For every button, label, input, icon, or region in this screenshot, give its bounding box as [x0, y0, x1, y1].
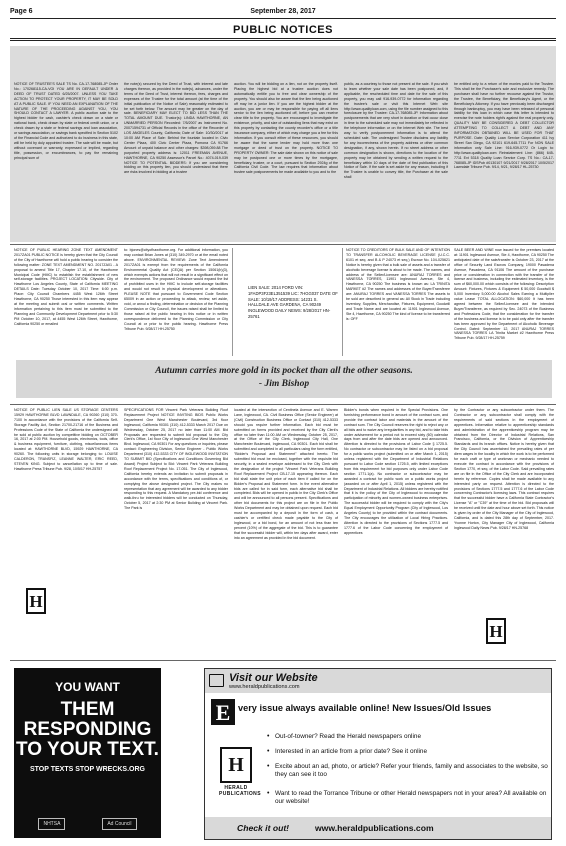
monitor-icon	[209, 674, 224, 687]
drop-cap: E	[211, 699, 235, 725]
ad-line-1: YOU WANT	[55, 680, 120, 694]
ad-line-2: THEM RESPONDING TO YOUR TEXT.	[16, 699, 159, 760]
notice-column: NOTICE TO CREDITORS OF BULK SALE AND OF INTENTION TO TRANSFER ALCOHOLIC BEVERAGE LICENSE (U.C.C. 6101 et seq. and B & P 24073 et seq.) Escrow No. 104-025621 Notice is hereby given that a bulk sale of assets and a transfer of alcoholic beverage license is about to be made. The names, and address of the Seller/Licensee are: ANURAJ TORRES and VANESSA TORRES, 11901 Inglewood Avenue, Ste 4, Hawthorne, CA 90250 The business is known as: LA TRINITA MARKET #2 The names and addresses of the Buyer/Transferee are: ANURAJ TORRES and VANESSA TORRES The assets to be sold are described in general as: All Stock in Trade including inventory, Supplies, Merchandise, Fixtures, Equipment, Goodwill and Trade Name and are located at: 11901 Inglewood Avenue, Ste 4, Hawthorne, CA 90250 The kind of license to be transferred is: OFF	[346, 248, 450, 321]
ad-headline: very issue always available online! New Issues/Old Issues	[238, 703, 492, 713]
divider	[10, 660, 556, 661]
notice-column: NOTICE OF PUBLIC HEARING ZONE TEXT AMENDMENT 2017ZA01 PUBLIC NOTICE is hereby given that the City Council of the City of Hawthorne will hold a public hearing to consider the following matter: ZONE TEXT AMENDMENT NO. 2017ZA01 - A proposal to amend Title 17, Chapter 17.10, of the Hawthorne Municipal Code (HMC) to establish the establishment of new self-storage facilities. PROJECT LOCATION: Citywide. City of Hawthorne Los Angeles County, State of California MEETING DETAILS Date: Tuesday October 10, 2017 Time: 6:00 p.m. Place: City Council Chambers 4455 West 126th Street Hawthorne, CA 90250 Those interested in this item may appear at the meeting and submit oral or written comments. Written information pertaining to this item must be submitted to the Planning and Community Development Department prior to 5:30 PM October 10, 2017, at 4455 West 126th Street, Hawthorne, California 90250 or emailed	[14, 248, 118, 326]
ad-logos	[20, 818, 155, 830]
check-label: Check it out!	[237, 823, 290, 833]
stop-texts-ad[interactable]	[14, 668, 161, 838]
nhtsa-logo: NHTSA	[38, 818, 65, 830]
visit-band	[205, 669, 551, 693]
quote-author: - Jim Bishop	[258, 379, 310, 389]
lien-sale-notice: LIEN SALE: 2014 FORD VIN: 1FADP3F23EL351539 LIC: 7HGG037 DATE OF SALE: 10/19/17 ADDRESS: 14231 S. HALLDALE AVE GARDENA, CA 90249 INGLEWOOD DAILY NEWS: 9/28/2017 HN-25761	[248, 285, 338, 319]
herald-logo	[219, 747, 261, 797]
check-url[interactable]: www.heraldpublications.com	[315, 823, 434, 833]
bullet-icon: •	[267, 763, 270, 770]
column-divider	[342, 248, 343, 356]
visit-title: Visit our Website	[229, 672, 318, 684]
notice-column: SALE BEER AND WINE now issued for the premises located at: 11901 Inglewood Avenue, Ste 4, Hawthorne, CA 90250 The anticipated date of the sale/transfer is October 23, 2017 at the office of Security Land Escrow Company, 19000 Pasadena Avenue, Pasadena, CA 91106 The amount of the purchase price or consideration in connection with the transfer of the license and business, including the estimated inventory, is the sum of $60,000.00 which consists of the following: Description Amount: Fixtures, Fixtures & Equipment $ 50,000 Goodwill $ 5,000 Inventory 5,000.00 Alcohol Sales Earning a Multiplier value Lease TOTAL ALLOCATION: $60,000 It has been agreed between the Seller/Licensee and the intended Buyer/Transferee, as required by Sec. 24073 of the Business and Professions Code, that the consideration for the transfer of the business and license is to be paid only after the transfer has been approved by the Department of Alcoholic Beverage Control. Dated: September 12, 2017 ANURAJ TORRES VANESSA TORRES LA Trinita Market #2 Hawthorne Press Tribune Pub. 9/28/17 HH-25759	[454, 248, 554, 341]
bullet-icon: •	[267, 748, 270, 755]
divider	[10, 404, 556, 405]
notice-column: SPECIFICATIONS FOR Vincent Park Veterans Building Roof Replacement Project NOTICE INVITING BIDS Public Works Department One West Manchester Boulevard, 3rd floor Inglewood, California 90301 (310) 412-5333 March 2017 Due on Wednesday, October 25, 2017 no later than 11:00 AM. Bid Proposals are requested to submit bid proposal to the City Clerk's Office, 1st floor City of Inglewood One West Manchester Blvd. Inglewood, CA 90301 For any questions or inquiries, please contact: Engineering Division, Senior Engineer - Public Works Department (310) 412-5333 CITY OF INGLEWOOD INVITATION TO SUBMIT BID (Specifications and Conditions Governing Bid Award) Project Subject to Bid: Vincent Park Veterans Building Roof Replacement Project No. 17-051. The City of Inglewood, California hereby extends an invitation to submit proposals in accordance with the terms, specifications and conditions of, or complying the above designated project. The City makes no representation that any agreement will be awarded to any bidder responding to this request. A Mandatory pre-bid conference and walk-thru for interested bidders will be conducted on Thursday, October 5, 2017 at 2:30 PM at Senior Building at Vincent Park. The Park is	[124, 408, 228, 511]
issue-date: September 28, 2017	[250, 8, 316, 15]
notice-column: the note(s) secured by the Deed of Trust, with interest and late charges thereon, as provided in the note(s), advances, under the terms of the Deed of Trust, interest thereon, fees, charges and expenses of the Trustee for the total amount (at the time of the initial publication of the Notice of Sale) reasonably estimated to be set forth below. The amount may be greater on the day of sale. BENEFICIARY MAY ELECT TO BID LESS THAN THE TOTAL AMOUNT DUE. Trustor(s): LINDA HAWTHORNE, AN UNMARRIED PERSON Recorded: 7/5/2007 as Instrument No. 20071594731 of Official Records in the office of the Recorder of LOS ANGELES County, California; Date of Sale: 10/30/2017 at 10:00 AM Place of Sale: Behind the fountain located in Civic Center Plaza, 400 Civic Center Plaza, Pomona CA 91766 Amount of unpaid balance and other charges: $398,059.88 The purported property address is: 12011 FREEMAN AVENUE, HAWTHORNE, CA 90250 Assessor's Parcel No.: 4074-019-039 NOTICE TO POTENTIAL BIDDERS: If you are considering bidding on this property lien, you should understand that there are risks involved in bidding at a trustee	[124, 82, 228, 175]
column-divider	[232, 248, 233, 356]
notice-column: NOTICE OF PUBLIC LIEN SALE US STORAGE CENTERS 15929 HAWTHORNE BLVD LAWNDALE, CA 90260 (310) 370-7100 In accordance with the provisions of the California Self-Storage Facility Act, Section 21700-21716 of the Business and Professions Code of the State of California the undersigned will be sold at public auction by competitive bidding on OCTOBER 16, 2017 at 2:00 PM. Household goods, electronics, tools, office & business equipment, furniture, clothing, miscellaneous items located at: HAWTHORNE BLVD, 15929 HAWTHORNE, CA 90260. The following units in storage belonging to: LOUISE CALDERON, TRANSFIZ, LEANNE WALTER, ERIC REED, STEVEN KING. Subject to cancellation up to time of sale. Hawthorne Press Tribune Pub. 9/28, 10/5/17 HH-25757	[14, 408, 118, 471]
quote-band	[16, 360, 552, 398]
notice-column: to: bjones@cityofhawthorne.org. For additional information, you may contact Brian Jones at (310) 349-2970 or at the email noted above. ENVIRONMENTAL REVIEW: Zone Text Amendment 2017ZA01 is exempt from the requirements of the California Environmental Quality Act (CEQA) per Section 15061(b)(3), which exempts actions that will not result in a significant effect on the environment. The proposed Ordinance would expand the list of prohibited uses in the HMC to include self-storage facilities and would not result in physical development or alterations. PLEASE NOTE that pursuant to Government Code Section 65009 in an action or proceeding to attack, review, set aside, void, or annul a finding, determination or decision of the Planning Commission or City Council, the issues raised shall be limited to those raised at the public hearing in this notice or in written correspondence delivered to the Planning Commission or City Council at or prior to the public hearing. Hawthorne Press Tribune Pub. 9/28/17 HH-25750	[124, 248, 228, 331]
page-number: Page 6	[10, 8, 33, 15]
section-title: PUBLIC NOTICES	[233, 24, 333, 36]
notice-column: Bidder's bonds when required in the Special Provisions. One furnishing performance bond in amount of the contract sum, and provide the contract labor and materials in the amount of the contract sum. The City Council reserves the right to reject any or all bids and to waive any irregularities in any bid, and to take bids under advisement for a period not to exceed sixty (60) calendar days from and after the date bids are opened and announced. Attention is directed to the provisions of Labor Code § 1725.5. No contractor or subcontractor may be listed on a bid proposal for a public works project (submitted on or after March 1, 2015) unless registered with the Department of Industrial Relations pursuant to Labor Code section 1725.5, with limited exceptions from this requirement for bid purposes only under Labor Code section 1771.1(a). No contractor or subcontractor may be awarded a contract for public work on a public works project (awarded on or after April 1, 2015) unless registered with the Department of Industrial Relations. All bidders are hereby notified that it is the policy of the City of Inglewood to encourage the participation of minority and women-owned business enterprises. The successful bidder will be required to comply with the City's Equal Employment Opportunity Program (City of Inglewood, Los Angeles County) to be provided within the contract documents. The City encourages the utilization of Local Hiring Practices. Attention is directed to the provisions of Sections 1777.5 and 1777.6 of the Labor Code concerning the employment of apprentices	[344, 408, 448, 535]
bullet-icon: •	[267, 733, 270, 740]
herald-website-ad[interactable]	[204, 668, 552, 840]
herald-logo-name: HERALD PUBLICATIONS	[219, 785, 261, 797]
header-rule	[10, 18, 556, 19]
ad-bullet: • Want to read the Torrance Tribune or other Herald newspapers not in your area? All available on our website!	[267, 790, 547, 805]
herald-logo-icon: H	[486, 618, 506, 644]
herald-logo-icon: H	[26, 588, 46, 614]
ad-council-logo: Ad Council	[102, 818, 136, 830]
divider	[10, 244, 556, 245]
quote-text: Autumn carries more gold in its pocket than all the other seasons.	[155, 366, 413, 376]
ad-bullet: • Out-of-towner? Read the Herald newspapers online	[267, 733, 422, 740]
ad-bullet: • Interested in an article from a prior date? See it online	[267, 748, 428, 755]
herald-logo-icon: H	[220, 747, 252, 783]
notice-column: be entitled only to a return of the monies paid to the Trustee. This shall be the Purchaser's sole and exclusive remedy. The purchaser shall have no further recourse against the Trustor, the Trustee, the Beneficiary, the Beneficiary's Agent, or the Beneficiary's Attorney. If you have previously been discharged through bankruptcy, you may have been released of personal liability for this loan in which case this letter is intended to exercise the note holders right's against the real property only. QUALITY MAY BE CONSIDERED A DEBT COLLECTOR ATTEMPTING TO COLLECT A DEBT AND ANY INFORMATION OBTAINED WILL BE USED FOR THAT PURPOSE. Date: Quality Loan Service Corporation 411 Ivy Street San Diego, CA 92101 619-645-7711 For NON SALE information only Sale Line: 916-939-0772 Or Login to: http://www.qualityloan.com Reinstatement Line: (866) 645-7711 Ext 5318 Quality Loan Service Corp. TS No.: CA-17-768085-JP IDSPub #0130107 9/21/2017 9/28/2017 10/5/2017 Lawndale Tribune Pub. 9/14, 9/21, 9/28/17 HL-25730	[454, 82, 554, 170]
check-band	[205, 817, 551, 839]
section-rule	[10, 38, 556, 41]
bullet-icon: •	[267, 790, 270, 797]
notice-column: by the Contractor or any subcontractor under them. The Contractor or any subcontractor shall comply with the requirements of said sections in the employment of apprentices. Information relative to apprenticeship standards and administration of the apprenticeship program may be obtained from the Director of Industrial Relations, San Francisco, California, or the Division of Apprenticeship Standards and its branch offices. Notice is hereby given that the City Council has ascertained the prevailing rates of per diem wages in the locality in which the work is to be performed for each craft or type of workman or mechanic needed to execute the contract in accordance with the provisions of Section 1770, et seq. of the Labor Code. Said prevailing rates are on file in the Office of the City Clerk and are incorporated herein by reference. Copies shall be made available to any interested party on request. Attention is directed to the provisions of Sections 1777.5 and 1777.6 of the Labor Code concerning Contractor's licensing laws. This contract requires that the successful bidder have a California State Contractor's License "A" or "C39" at the time of the bid. Bid proposals will be received until the date and hour above set forth. This notice is given by order of the City Manager of the City of Inglewood, California, and is dated this 28th day of September, 2017. Yvonne Horton, City Manager City of Inglewood, California Inglewood Daily News Pub. 9/28/17 HN-25768	[454, 408, 554, 530]
notice-column: NOTICE OF TRUSTEE'S SALE TS No. CA-17-768085-JP Order No.: 170268115-CA-VOI YOU ARE IN DEFAULT UNDER A DEED OF TRUST DATED 6/25/2007. UNLESS YOU TAKE ACTION TO PROTECT YOUR PROPERTY, IT MAY BE SOLD AT A PUBLIC SALE. IF YOU NEED AN EXPLANATION OF THE NATURE OF THE PROCEEDING AGAINST YOU, YOU SHOULD CONTACT A LAWYER. A public auction sale to the highest bidder for cash, cashier's check drawn on a state or national bank, check drawn by state or federal credit union, or a check drawn by a state or federal savings and loan association, or savings association, or savings bank specified in Section 5102 of the Financial Code and authorized to do business in this state, will be held by duly appointed trustee. The sale will be made, but without covenant or warranty, expressed or implied, regarding title, possession, or encumbrances, to pay the remaining principal sum of	[14, 82, 118, 160]
notice-column: public, as a courtesy to those not present at the sale. If you wish to learn whether your sale date has been postponed, and, if applicable, the rescheduled time and date for the sale of this property, you may call 916-939-0772 for information regarding the trustee's sale or visit this Internet Web site http://www.qualityloan.com, using the file number assigned to this foreclosure by the Trustee: CA-17-768085-JP. Information about postponements that are very short in duration or that occur close in time to the scheduled sale may not immediately be reflected in the telephone information or on the Internet Web site. The best way to verify postponement information is to attend the scheduled sale. The undersigned Trustee disclaims any liability for any incorrectness of the property address or other common designation, if any, shown herein. If no street address or other common designation is shown, directions to the location of the property may be obtained by sending a written request to the beneficiary within 10 days of the date of first publication of this Notice of Sale. If the sale is set aside for any reason, including if the Trustee is unable to convey title, the Purchaser at the sale shall	[344, 82, 448, 180]
notice-column: located at the intersection of Centinela Avenue and E. Warren Lane, Inglewood, CA. Civil Business Office (Senior Engineer) at (Civil) Construction Business Office or Contact (310) 412-5333 should you require further information. Each bid must be submitted on forms provided and received by the City Clerk's office no later than 11:00 AM on Wednesday, October 25, 2017, at the Office of the City Clerk, Inglewood City Hall, One Manchester Boulevard, Inglewood, CA 90301. Each bid shall be submitted and completed in all particulars using the form entitled, "Bidder's Proposal and Statement" attached hereto. The submitted bid must be enclosed, together with the requisite bid security, in a sealed envelope addressed to the City Clerk with the designation of the project "Vincent Park Veterans Building Roof Replacement Project CB-17-15 appearing thereon. Each bid shall state the unit price of each item if called for on the Bidder's Proposal and Statement form. In the event alternative bids are called for in said form, each alternative bid shall be completed. Bids will be opened in public in the City Clerk's Office and will be announced to all persons present. Specifications and other bid documents for this project are on file in the Public Works Department and may be obtained upon request. Each bid must be accompanied by a deposit in the form of cash, a cashier's or certified check made payable to the City of Inglewood, or a bid bond, for an amount of not less than ten percent (10%) of the aggregate of the bid. This is to guarantee that the successful bidder will, within ten days after award, enter into an agreement as provided in the bid document.	[234, 408, 338, 540]
visit-url[interactable]: www.heraldpublications.com	[229, 684, 300, 690]
notice-column: auction. You will be bidding on a lien, not on the property itself. Placing the highest bid at a trustee auction does not automatically entitle you to free and clear ownership of the property. You should also be aware that the lien being auctioned off may be a junior lien. If you are the highest bidder at the auction, you are or may be responsible for paying off all liens senior to the lien being auctioned off, before you can receive clear title to the property. You are encouraged to investigate the existence, priority, and size of outstanding liens that may exist on this property by contacting the county recorder's office or a title insurance company, either of which may charge you a fee for this information. If you consult either of these resources, you should be aware that the same lender may hold more than one mortgage or deed of trust on the property. NOTICE TO PROPERTY OWNER: The sale date shown on this notice of sale may be postponed one or more times by the mortgagee, beneficiary, trustee, or a court, pursuant to Section 2924g of the California Civil Code. The law requires that information about trustee sale postponements be made available to you and to the	[234, 82, 338, 175]
ad-line-3: STOP TEXTS STOP WRECKS.ORG	[29, 766, 145, 773]
ad-bullet: • Excite about an ad, photo, or article? Refer your friends, family and associates to the website, so they can see it too	[267, 763, 548, 778]
